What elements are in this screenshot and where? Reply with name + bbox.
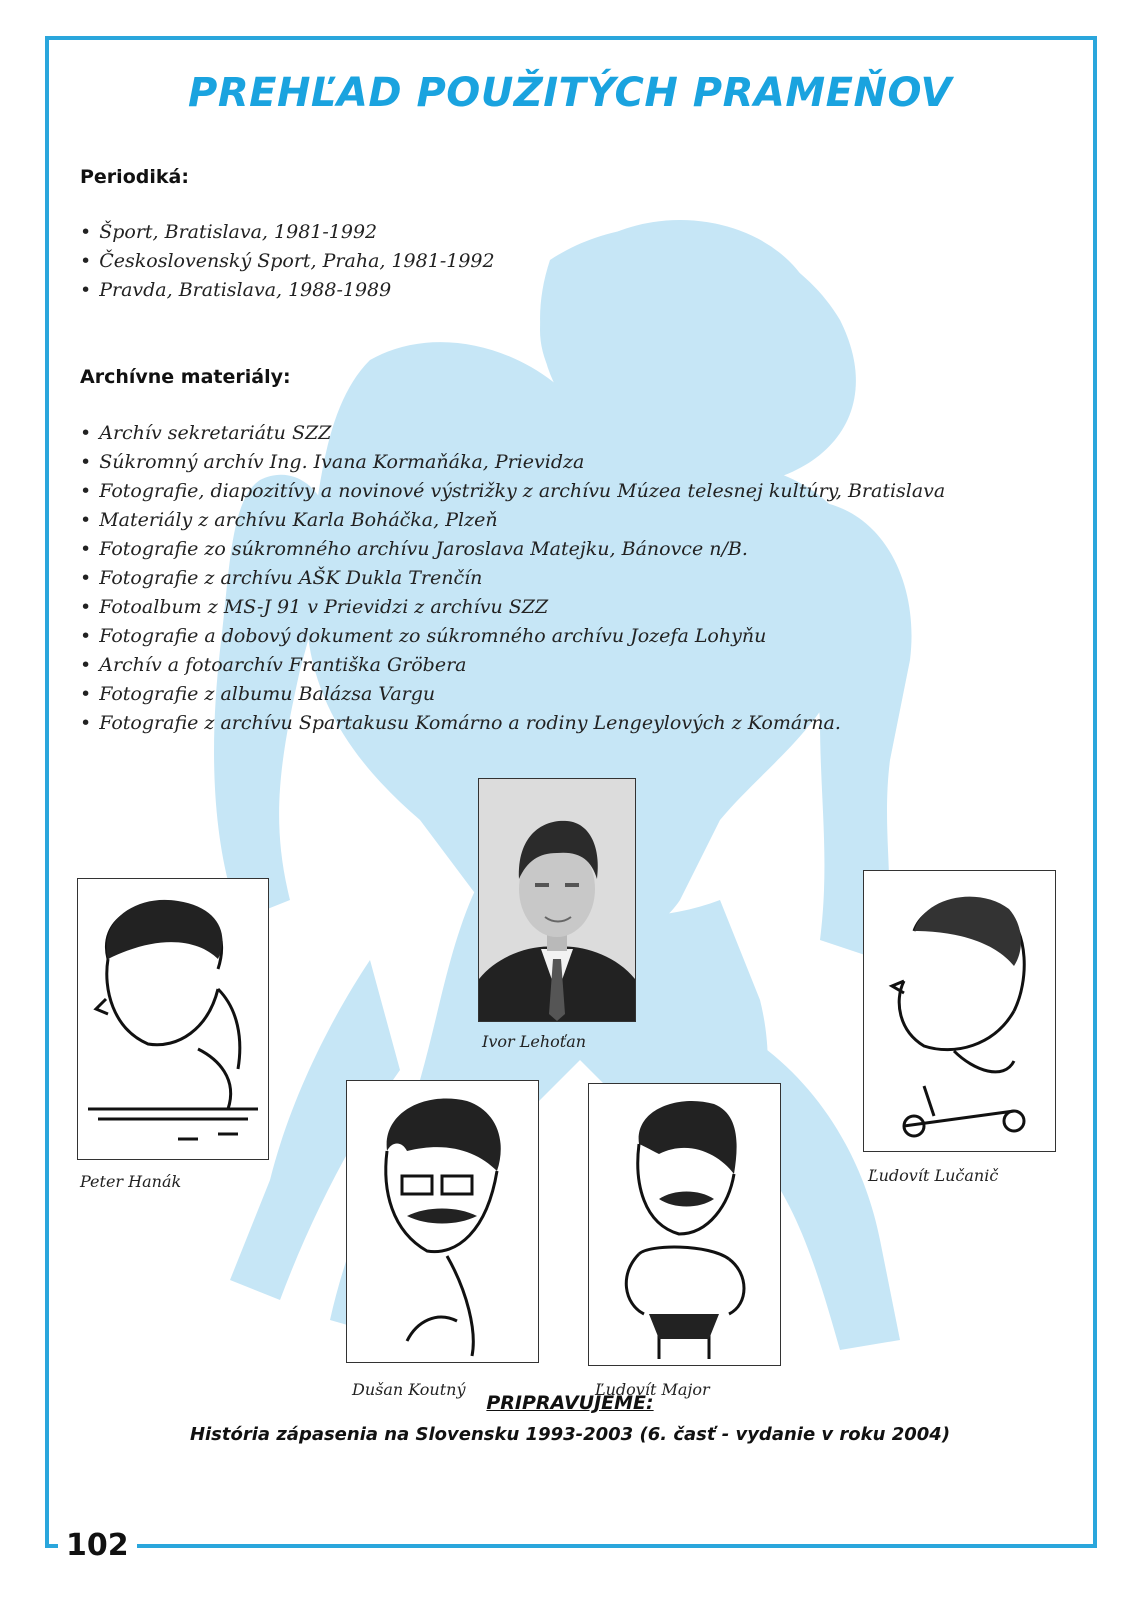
portrait-image — [479, 779, 635, 1021]
page-title: PREHĽAD POUŽITÝCH PRAMEŇOV — [188, 70, 952, 116]
page-number: 102 — [58, 1528, 137, 1563]
caption-dusan: Dušan Koutný — [352, 1380, 466, 1399]
list-item: • Fotografie a dobový dokument zo súkromného archívu Jozefa Lohyňu — [80, 622, 945, 651]
caption-ivor: Ivor Lehoťan — [482, 1032, 587, 1051]
list-item: • Pravda, Bratislava, 1988-1989 — [80, 276, 495, 305]
photo-ludovit-lucanic — [863, 870, 1056, 1152]
caption-ludovit-l: Ľudovít Lučanič — [868, 1166, 999, 1185]
list-item: • Archív a fotoarchív Františka Gröbera — [80, 651, 945, 680]
periodika-heading: Periodiká: — [80, 166, 189, 188]
list-item: • Archív sekretariátu SZZ — [80, 419, 945, 448]
list-item: • Materiály z archívu Karla Boháčka, Plzeň — [80, 506, 945, 535]
list-item: • Fotoalbum z MS-J 91 v Prievidzi z archívu SZZ — [80, 593, 945, 622]
pripravujeme-label: PRIPRAVUJEME: — [486, 1392, 654, 1414]
list-item: • Súkromný archív Ing. Ivana Kormaňáka, Prievidza — [80, 448, 945, 477]
archivne-heading: Archívne materiály: — [80, 366, 291, 388]
pripravujeme-text: História zápasenia na Slovensku 1993-2003 (6. časť - vydanie v roku 2004) — [189, 1424, 951, 1445]
list-item: • Fotografie zo súkromného archívu Jaroslava Matejku, Bánovce n/B. — [80, 535, 945, 564]
caricature-image — [78, 879, 268, 1159]
photo-peter-hanak — [77, 878, 269, 1160]
caricature-image — [347, 1081, 538, 1362]
caricature-image — [589, 1084, 780, 1365]
list-item: • Fotografie z albumu Balázsa Vargu — [80, 680, 945, 709]
archivne-list — [80, 419, 945, 738]
photo-dusan-koutny — [346, 1080, 539, 1363]
caricature-image — [864, 871, 1055, 1151]
periodika-list — [80, 218, 495, 305]
list-item: • Fotografie, diapozitívy a novinové výstrižky z archívu Múzea telesnej kultúry, Bratislava — [80, 477, 945, 506]
list-item: • Československý Sport, Praha, 1981-1992 — [80, 247, 495, 276]
list-item: • Fotografie z archívu AŠK Dukla Trenčín — [80, 564, 945, 593]
caption-peter: Peter Hanák — [80, 1172, 182, 1191]
caption-ludovit-m: Ľudovít Major — [595, 1380, 710, 1399]
photo-ivor-lehotan — [478, 778, 636, 1022]
list-item: • Fotografie z archívu Spartakusu Komárno a rodiny Lengeylových z Komárna. — [80, 709, 945, 738]
photo-ludovit-major — [588, 1083, 781, 1366]
list-item: • Šport, Bratislava, 1981-1992 — [80, 218, 495, 247]
